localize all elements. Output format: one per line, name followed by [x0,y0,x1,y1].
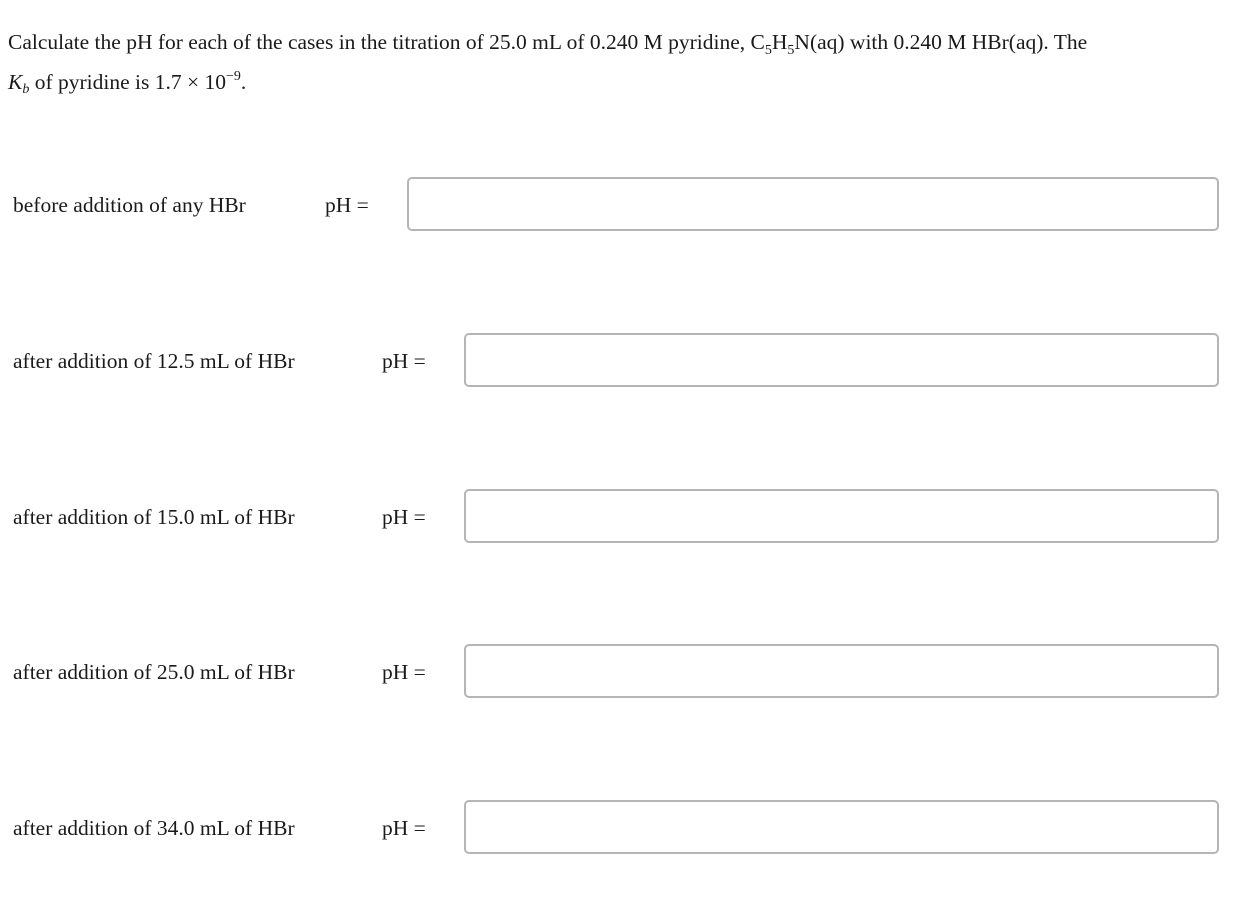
kb-text: of pyridine is 1.7 × 10 [29,70,226,94]
row-label: after addition of 25.0 mL of HBr [13,660,295,684]
answer-row-12-5-ml [0,332,1244,390]
ph-input-12-5-ml[interactable] [464,333,1219,387]
question-intro: Calculate the pH for each of the cases in the titration of 25.0 mL of 0.240 M pyridine, C [8,30,765,54]
row-label: after addition of 12.5 mL of HBr [13,349,295,373]
ph-input-34-0-ml[interactable] [464,800,1219,854]
kb-subscript: b [22,82,30,97]
row-label: before addition of any HBr [13,193,246,217]
row-label: after addition of 15.0 mL of HBr [13,505,295,529]
row-label: after addition of 34.0 mL of HBr [13,816,295,840]
kb-exponent: −9 [226,69,241,84]
ph-input-25-0-ml[interactable] [464,644,1219,698]
ph-input-15-0-ml[interactable] [464,489,1219,543]
answer-row-15-0-ml [0,488,1244,546]
ph-label: pH = [382,816,426,840]
question-text [8,22,1234,102]
ph-label: pH = [382,660,426,684]
kb-end: . [240,70,247,94]
answer-row-25-0-ml [0,643,1244,701]
answer-row-34-0-ml [0,799,1244,857]
ph-label: pH = [382,349,426,373]
answer-row-before-hbr [0,176,1244,234]
ph-label: pH = [325,193,369,217]
formula-subscript-hydrogen: 5 [787,43,795,58]
question-after-formula: N(aq) with 0.240 M HBr(aq). The [794,30,1088,54]
formula-subscript-carbon: 5 [764,43,772,58]
kb-symbol: K [8,70,23,94]
ph-label: pH = [382,505,426,529]
ph-input-before-hbr[interactable] [407,177,1219,231]
formula-hydrogen: H [771,30,788,54]
